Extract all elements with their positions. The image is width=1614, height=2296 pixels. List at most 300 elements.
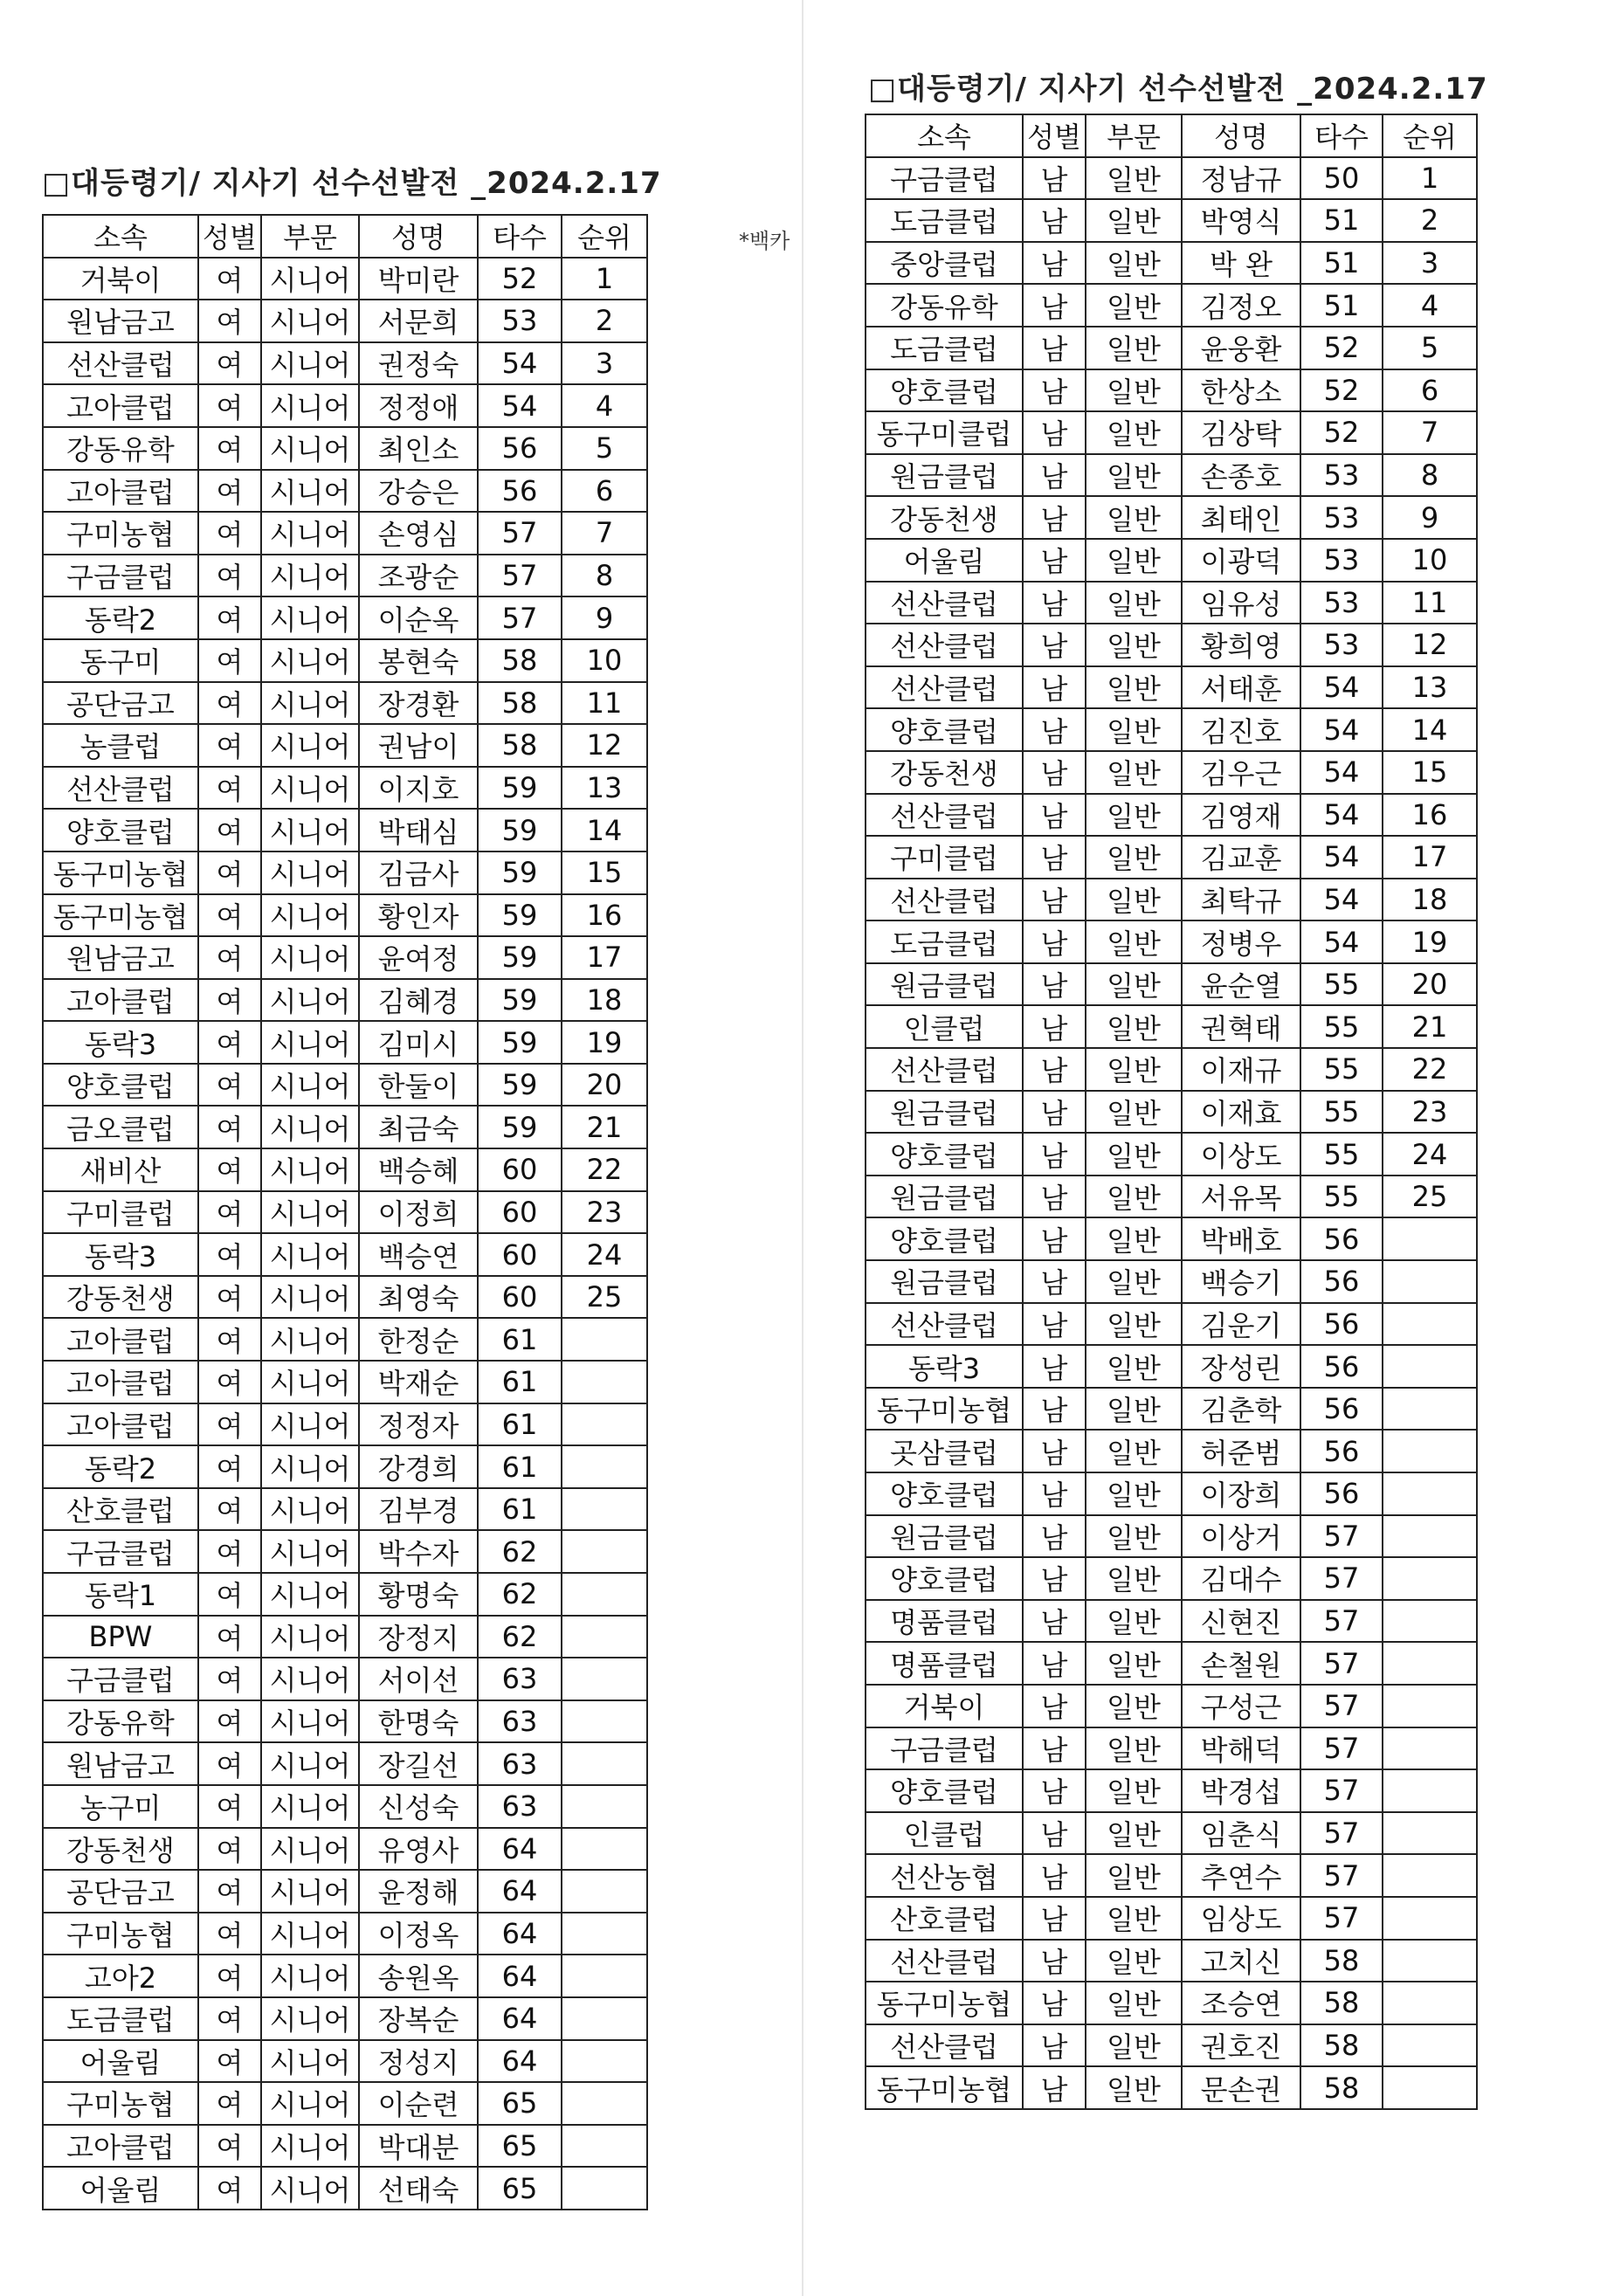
cell-rank <box>1383 1727 1477 1770</box>
cell-gender: 여 <box>198 2167 261 2210</box>
table-row <box>866 1133 1477 1176</box>
cell-rank <box>562 2082 647 2125</box>
table-row <box>866 624 1477 666</box>
cell-gender: 여 <box>198 384 261 427</box>
cell-name: 정성지 <box>359 2040 478 2083</box>
cell-affiliation: 강동유학 <box>43 427 198 470</box>
cell-gender: 남 <box>1023 157 1086 200</box>
cell-strokes: 54 <box>1300 836 1383 879</box>
cell-division: 일반 <box>1086 963 1182 1006</box>
cell-name: 이지호 <box>359 767 478 810</box>
header-gender: 성별 <box>198 215 261 258</box>
cell-division: 일반 <box>1086 708 1182 751</box>
cell-affiliation: 선산클럽 <box>866 2024 1023 2067</box>
cell-affiliation: 양호클럽 <box>866 1769 1023 1812</box>
table-row <box>43 342 647 385</box>
cell-strokes: 54 <box>1300 708 1383 751</box>
cell-rank: 15 <box>1383 751 1477 794</box>
cell-gender: 남 <box>1023 1897 1086 1940</box>
cell-rank: 12 <box>1383 624 1477 666</box>
women-senior-ranking-table <box>42 214 648 2210</box>
table-row <box>866 1642 1477 1685</box>
table-row <box>43 1403 647 1446</box>
cell-name: 박경섭 <box>1182 1769 1300 1812</box>
cell-affiliation: 인클럽 <box>866 1812 1023 1855</box>
cell-affiliation: 도금클럽 <box>866 920 1023 963</box>
table-row <box>866 1345 1477 1388</box>
cell-gender: 여 <box>198 1318 261 1361</box>
cell-division: 시니어 <box>261 1658 359 1700</box>
cell-rank: 22 <box>562 1148 647 1191</box>
cell-strokes: 59 <box>478 767 562 810</box>
cell-affiliation: 구미클럽 <box>866 836 1023 879</box>
cell-gender: 여 <box>198 1233 261 1276</box>
cell-strokes: 56 <box>478 427 562 470</box>
cell-strokes: 64 <box>478 1913 562 1955</box>
cell-strokes: 53 <box>1300 496 1383 539</box>
cell-rank <box>562 1488 647 1531</box>
cell-gender: 여 <box>198 427 261 470</box>
cell-affiliation: 고아클럽 <box>43 2125 198 2168</box>
table-row <box>866 411 1477 454</box>
cell-strokes: 54 <box>1300 879 1383 921</box>
cell-division: 시니어 <box>261 1148 359 1191</box>
table-row <box>866 1600 1477 1643</box>
cell-rank: 18 <box>562 979 647 1022</box>
cell-rank: 24 <box>1383 1133 1477 1176</box>
cell-affiliation: 도금클럽 <box>43 1997 198 2040</box>
table-row <box>866 454 1477 497</box>
cell-strokes: 58 <box>478 639 562 682</box>
cell-division: 일반 <box>1086 1982 1182 2024</box>
cell-rank: 14 <box>562 809 647 852</box>
cell-affiliation: 양호클럽 <box>866 708 1023 751</box>
cell-gender: 여 <box>198 1488 261 1531</box>
cell-division: 시니어 <box>261 1276 359 1319</box>
cell-name: 장길선 <box>359 1742 478 1785</box>
cell-affiliation: 원남금고 <box>43 936 198 979</box>
cell-gender: 남 <box>1023 963 1086 1006</box>
cell-division: 일반 <box>1086 242 1182 285</box>
cell-gender: 여 <box>198 555 261 597</box>
cell-affiliation: 동구미 <box>43 639 198 682</box>
cell-affiliation: 거북이 <box>43 258 198 300</box>
cell-strokes: 61 <box>478 1488 562 1531</box>
cell-strokes: 55 <box>1300 1048 1383 1091</box>
cell-rank <box>1383 2066 1477 2109</box>
cell-name: 정병우 <box>1182 920 1300 963</box>
cell-strokes: 62 <box>478 1616 562 1658</box>
table-row <box>866 1430 1477 1472</box>
cell-affiliation: 양호클럽 <box>866 369 1023 412</box>
cell-gender: 여 <box>198 682 261 725</box>
cell-division: 일반 <box>1086 411 1182 454</box>
table-row <box>866 836 1477 879</box>
cell-strokes: 60 <box>478 1191 562 1234</box>
cell-name: 이재효 <box>1182 1091 1300 1134</box>
cell-rank <box>562 1616 647 1658</box>
cell-strokes: 59 <box>478 1064 562 1107</box>
table-row <box>43 1191 647 1234</box>
table-row <box>43 1445 647 1488</box>
cell-rank <box>1383 1345 1477 1388</box>
table-row <box>43 2167 647 2210</box>
cell-strokes: 57 <box>1300 1769 1383 1812</box>
header-affiliation: 소속 <box>43 215 198 258</box>
cell-strokes: 58 <box>478 682 562 725</box>
cell-rank <box>562 1573 647 1616</box>
cell-name: 임유성 <box>1182 582 1300 624</box>
table-row <box>866 1260 1477 1303</box>
cell-rank <box>1383 1515 1477 1558</box>
cell-rank: 7 <box>1383 411 1477 454</box>
cell-affiliation: 구미농협 <box>43 512 198 555</box>
table-row <box>43 936 647 979</box>
cell-gender: 여 <box>198 1191 261 1234</box>
cell-rank <box>562 1403 647 1446</box>
cell-division: 일반 <box>1086 624 1182 666</box>
cell-name: 윤정해 <box>359 1870 478 1913</box>
cell-gender: 남 <box>1023 1176 1086 1218</box>
cell-rank: 13 <box>562 767 647 810</box>
table-row <box>43 1742 647 1785</box>
cell-gender: 남 <box>1023 879 1086 921</box>
cell-rank: 12 <box>562 724 647 767</box>
cell-gender: 남 <box>1023 199 1086 242</box>
cell-name: 신현진 <box>1182 1600 1300 1643</box>
cell-strokes: 64 <box>478 1828 562 1871</box>
cell-affiliation: 구미클럽 <box>43 1191 198 1234</box>
cell-affiliation: 동락3 <box>43 1021 198 1064</box>
cell-rank: 25 <box>562 1276 647 1319</box>
cell-name: 최인소 <box>359 427 478 470</box>
cell-gender: 여 <box>198 1616 261 1658</box>
cell-affiliation: 강동천생 <box>866 751 1023 794</box>
cell-affiliation: 고아클럽 <box>43 470 198 513</box>
header-division: 부문 <box>1086 114 1182 157</box>
cell-rank <box>1383 1897 1477 1940</box>
cell-rank: 8 <box>1383 454 1477 497</box>
cell-gender: 여 <box>198 894 261 937</box>
cell-strokes: 56 <box>1300 1472 1383 1515</box>
cell-affiliation: 강동천생 <box>43 1276 198 1319</box>
cell-rank: 22 <box>1383 1048 1477 1091</box>
cell-division: 시니어 <box>261 724 359 767</box>
cell-division: 시니어 <box>261 852 359 894</box>
cell-name: 이정옥 <box>359 1913 478 1955</box>
cell-affiliation: 구미농협 <box>43 2082 198 2125</box>
cell-affiliation: 동구미농협 <box>866 2066 1023 2109</box>
cell-name: 김춘학 <box>1182 1388 1300 1431</box>
cell-strokes: 53 <box>1300 454 1383 497</box>
cell-gender: 남 <box>1023 2066 1086 2109</box>
cell-strokes: 64 <box>478 1955 562 1997</box>
cell-rank: 19 <box>562 1021 647 1064</box>
cell-gender: 남 <box>1023 369 1086 412</box>
cell-strokes: 57 <box>1300 1600 1383 1643</box>
cell-rank: 1 <box>1383 157 1477 200</box>
table-row <box>866 920 1477 963</box>
cell-division: 시니어 <box>261 2125 359 2168</box>
cell-rank: 24 <box>562 1233 647 1276</box>
cell-rank: 20 <box>1383 963 1477 1006</box>
cell-name: 권남이 <box>359 724 478 767</box>
cell-division: 시니어 <box>261 1870 359 1913</box>
table-row <box>43 1700 647 1743</box>
cell-strokes: 59 <box>478 1106 562 1148</box>
cell-rank <box>1383 1472 1477 1515</box>
cell-rank: 2 <box>562 300 647 342</box>
table-row <box>43 300 647 342</box>
cell-strokes: 61 <box>478 1318 562 1361</box>
cell-division: 일반 <box>1086 1557 1182 1600</box>
table-header-row <box>43 215 647 258</box>
cell-rank <box>1383 1940 1477 1982</box>
cell-division: 시니어 <box>261 1700 359 1743</box>
cell-affiliation: 곳삼클럽 <box>866 1430 1023 1472</box>
cell-name: 신성숙 <box>359 1785 478 1828</box>
cell-affiliation: 고아클럽 <box>43 384 198 427</box>
cell-rank <box>562 1530 647 1573</box>
cell-name: 권정숙 <box>359 342 478 385</box>
cell-strokes: 62 <box>478 1530 562 1573</box>
table-row <box>43 809 647 852</box>
header-strokes: 타수 <box>1300 114 1383 157</box>
cell-name: 서이선 <box>359 1658 478 1700</box>
cell-division: 일반 <box>1086 1897 1182 1940</box>
cell-gender: 남 <box>1023 1303 1086 1346</box>
cell-rank <box>1383 1685 1477 1727</box>
cell-affiliation: 어울림 <box>866 539 1023 582</box>
cell-division: 시니어 <box>261 1828 359 1871</box>
cell-division: 일반 <box>1086 1430 1182 1472</box>
cell-division: 일반 <box>1086 1133 1182 1176</box>
cell-strokes: 54 <box>1300 666 1383 709</box>
table-row <box>43 1064 647 1107</box>
cell-name: 정남규 <box>1182 157 1300 200</box>
cell-affiliation: 동구미농협 <box>866 1388 1023 1431</box>
cell-gender: 남 <box>1023 708 1086 751</box>
cell-rank: 1 <box>562 258 647 300</box>
cell-strokes: 59 <box>478 1021 562 1064</box>
cell-affiliation: 인클럽 <box>866 1005 1023 1048</box>
cell-division: 일반 <box>1086 1727 1182 1770</box>
cell-strokes: 60 <box>478 1233 562 1276</box>
cell-strokes: 56 <box>1300 1430 1383 1472</box>
table-row <box>866 157 1477 200</box>
table-row <box>866 708 1477 751</box>
cell-rank <box>562 1658 647 1700</box>
cell-strokes: 64 <box>478 2040 562 2083</box>
table-row <box>866 963 1477 1006</box>
cell-gender: 남 <box>1023 327 1086 369</box>
cell-division: 시니어 <box>261 1403 359 1446</box>
table-row <box>866 1048 1477 1091</box>
cell-affiliation: 원금클럽 <box>866 963 1023 1006</box>
cell-gender: 여 <box>198 2082 261 2125</box>
cell-rank <box>562 1361 647 1403</box>
table-row <box>43 1997 647 2040</box>
cell-rank: 17 <box>1383 836 1477 879</box>
cell-affiliation: 선산클럽 <box>866 1303 1023 1346</box>
cell-gender: 남 <box>1023 1854 1086 1897</box>
cell-gender: 여 <box>198 1742 261 1785</box>
cell-strokes: 57 <box>1300 1727 1383 1770</box>
cell-affiliation: 도금클럽 <box>866 199 1023 242</box>
cell-strokes: 60 <box>478 1148 562 1191</box>
cell-gender: 남 <box>1023 2024 1086 2067</box>
cell-affiliation: 구금클럽 <box>43 1530 198 1573</box>
cell-name: 김교훈 <box>1182 836 1300 879</box>
cell-gender: 여 <box>198 724 261 767</box>
cell-name: 정정자 <box>359 1403 478 1446</box>
cell-division: 시니어 <box>261 1616 359 1658</box>
cell-name: 박영식 <box>1182 199 1300 242</box>
cell-gender: 여 <box>198 1870 261 1913</box>
cell-name: 김금사 <box>359 852 478 894</box>
cell-division: 시니어 <box>261 1445 359 1488</box>
cell-affiliation: BPW <box>43 1616 198 1658</box>
table-row <box>43 1955 647 1997</box>
cell-name: 강승은 <box>359 470 478 513</box>
cell-name: 최영숙 <box>359 1276 478 1319</box>
cell-division: 시니어 <box>261 470 359 513</box>
table-row <box>866 2024 1477 2067</box>
cell-affiliation: 동구미농협 <box>866 1982 1023 2024</box>
cell-gender: 남 <box>1023 794 1086 837</box>
cell-name: 김영재 <box>1182 794 1300 837</box>
table-row <box>43 852 647 894</box>
cell-division: 일반 <box>1086 157 1182 200</box>
cell-affiliation: 동구미농협 <box>43 894 198 937</box>
cell-strokes: 54 <box>1300 920 1383 963</box>
cell-rank: 3 <box>1383 242 1477 285</box>
cell-name: 김대수 <box>1182 1557 1300 1600</box>
cell-gender: 남 <box>1023 624 1086 666</box>
cell-division: 일반 <box>1086 2024 1182 2067</box>
cell-name: 서유목 <box>1182 1176 1300 1218</box>
cell-gender: 남 <box>1023 1260 1086 1303</box>
cell-division: 일반 <box>1086 2066 1182 2109</box>
cell-affiliation: 공단금고 <box>43 1870 198 1913</box>
cell-gender: 남 <box>1023 1430 1086 1472</box>
cell-strokes: 58 <box>478 724 562 767</box>
table-row <box>866 1176 1477 1218</box>
cell-gender: 여 <box>198 979 261 1022</box>
cell-division: 시니어 <box>261 1913 359 1955</box>
cell-gender: 남 <box>1023 1769 1086 1812</box>
cell-affiliation: 선산클럽 <box>43 767 198 810</box>
cell-division: 시니어 <box>261 1191 359 1234</box>
cell-strokes: 55 <box>1300 963 1383 1006</box>
cell-division: 시니어 <box>261 342 359 385</box>
cell-division: 시니어 <box>261 555 359 597</box>
table-row <box>43 384 647 427</box>
cell-strokes: 51 <box>1300 199 1383 242</box>
cell-division: 시니어 <box>261 258 359 300</box>
table-row <box>866 1897 1477 1940</box>
cell-name: 김미시 <box>359 1021 478 1064</box>
cell-gender: 여 <box>198 512 261 555</box>
cell-gender: 남 <box>1023 1345 1086 1388</box>
cell-rank <box>1383 1854 1477 1897</box>
cell-strokes: 58 <box>1300 1982 1383 2024</box>
cell-gender: 남 <box>1023 539 1086 582</box>
cell-division: 일반 <box>1086 539 1182 582</box>
cell-strokes: 55 <box>1300 1133 1383 1176</box>
cell-rank: 14 <box>1383 708 1477 751</box>
cell-rank: 10 <box>1383 539 1477 582</box>
table-row <box>43 1616 647 1658</box>
cell-rank: 6 <box>1383 369 1477 412</box>
cell-name: 권호진 <box>1182 2024 1300 2067</box>
cell-gender: 남 <box>1023 411 1086 454</box>
cell-affiliation: 원금클럽 <box>866 1515 1023 1558</box>
table-row <box>43 2125 647 2168</box>
cell-strokes: 53 <box>478 300 562 342</box>
cell-strokes: 57 <box>1300 1812 1383 1855</box>
cell-rank <box>1383 1430 1477 1472</box>
cell-strokes: 55 <box>1300 1091 1383 1134</box>
cell-affiliation: 고아클럽 <box>43 1403 198 1446</box>
cell-name: 백승혜 <box>359 1148 478 1191</box>
cell-affiliation: 양호클럽 <box>866 1217 1023 1260</box>
cell-affiliation: 동락3 <box>43 1233 198 1276</box>
cell-name: 서문희 <box>359 300 478 342</box>
cell-name: 문손권 <box>1182 2066 1300 2109</box>
table-row <box>43 258 647 300</box>
cell-affiliation: 농구미 <box>43 1785 198 1828</box>
cell-division: 시니어 <box>261 1361 359 1403</box>
cell-gender: 여 <box>198 1064 261 1107</box>
cell-gender: 여 <box>198 258 261 300</box>
cell-name: 정정애 <box>359 384 478 427</box>
cell-strokes: 58 <box>1300 2066 1383 2109</box>
cell-affiliation: 산호클럽 <box>866 1897 1023 1940</box>
cell-division: 일반 <box>1086 1940 1182 1982</box>
cell-affiliation: 선산클럽 <box>866 624 1023 666</box>
cell-affiliation: 공단금고 <box>43 682 198 725</box>
cell-gender: 여 <box>198 1361 261 1403</box>
cell-affiliation: 동구미클럽 <box>866 411 1023 454</box>
cell-division: 시니어 <box>261 1573 359 1616</box>
cell-division: 일반 <box>1086 794 1182 837</box>
header-rank: 순위 <box>1383 114 1477 157</box>
cell-name: 이장희 <box>1182 1472 1300 1515</box>
cell-strokes: 59 <box>478 809 562 852</box>
cell-division: 시니어 <box>261 300 359 342</box>
cell-division: 일반 <box>1086 879 1182 921</box>
cell-name: 최금숙 <box>359 1106 478 1148</box>
cell-gender: 여 <box>198 1148 261 1191</box>
cell-strokes: 57 <box>478 596 562 639</box>
cell-affiliation: 원남금고 <box>43 300 198 342</box>
cell-name: 유영사 <box>359 1828 478 1871</box>
table-row <box>43 1658 647 1700</box>
cell-gender: 여 <box>198 1828 261 1871</box>
cell-affiliation: 명품클럽 <box>866 1600 1023 1643</box>
table-row <box>866 369 1477 412</box>
cell-rank: 4 <box>562 384 647 427</box>
cell-gender: 여 <box>198 1913 261 1955</box>
table-row <box>43 1573 647 1616</box>
table-row <box>866 496 1477 539</box>
cell-name: 백승기 <box>1182 1260 1300 1303</box>
table-row <box>866 1940 1477 1982</box>
cell-affiliation: 선산클럽 <box>866 794 1023 837</box>
cell-division: 일반 <box>1086 1260 1182 1303</box>
cell-division: 일반 <box>1086 199 1182 242</box>
